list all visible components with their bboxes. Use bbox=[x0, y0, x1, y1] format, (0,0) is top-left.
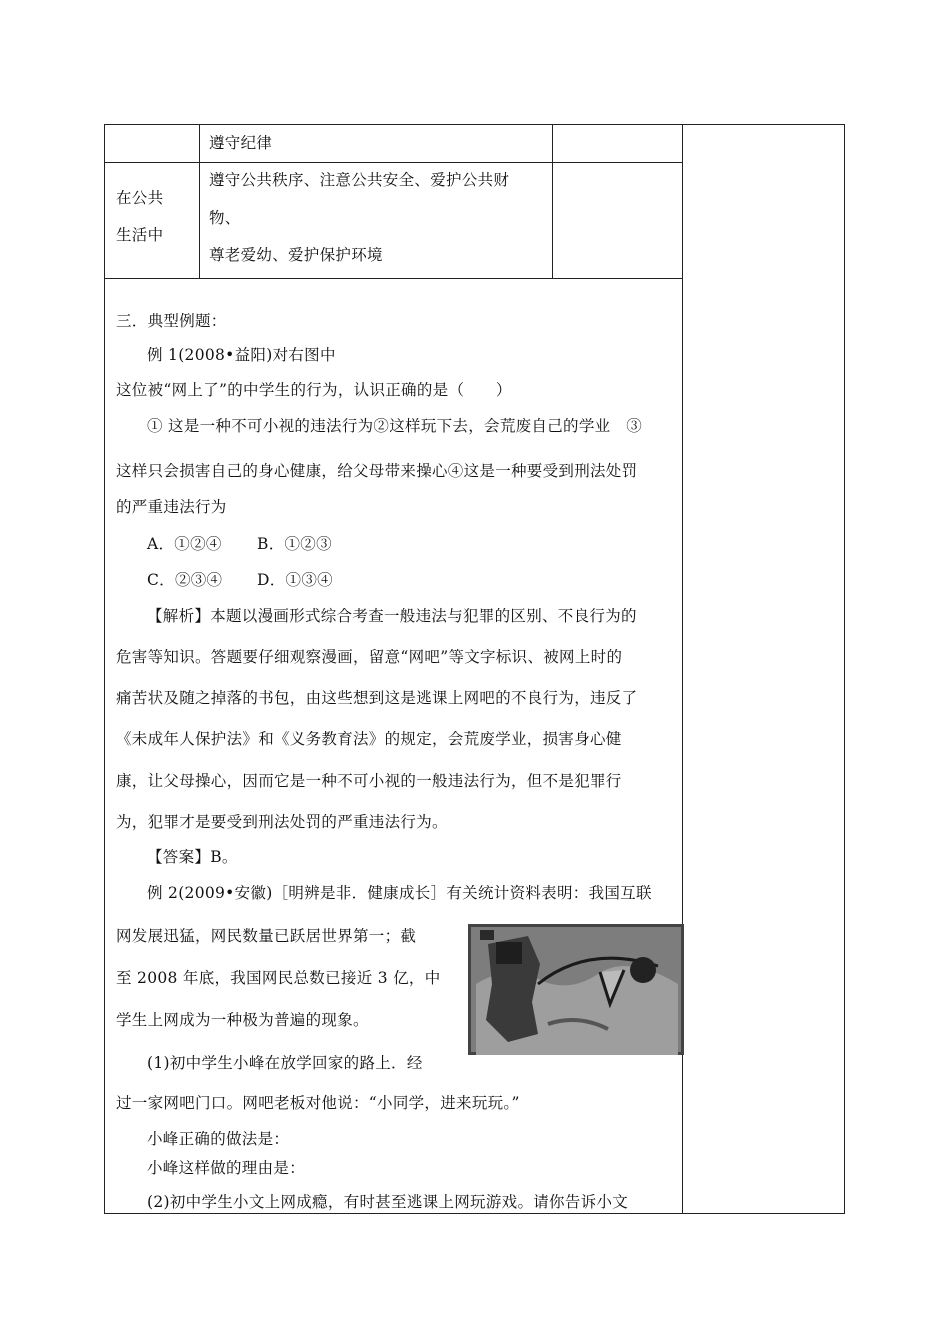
table-top-border bbox=[104, 124, 845, 125]
question-2-line: (2)初中学生小文上网成瘾，有时甚至逃课上网玩游戏。请你告诉小文 bbox=[147, 1193, 629, 1211]
cell-public-life-text-1: 遵守公共秩序、注意公共安全、爱护公共财 bbox=[209, 171, 510, 189]
analysis-line: 【解析】本题以漫画形式综合考查一般违法与犯罪的区别、不良行为的 bbox=[147, 607, 637, 625]
option-b: B．①②③ bbox=[257, 535, 332, 553]
option-d: D．①③④ bbox=[257, 571, 333, 589]
example-1-statement-line: 的严重违法行为 bbox=[116, 498, 227, 516]
table-row-divider bbox=[104, 162, 683, 163]
table-right-border bbox=[844, 124, 845, 1214]
analysis-line: 《未成年人保护法》和《义务教育法》的规定，会荒废学业，损害身心健 bbox=[116, 730, 622, 748]
example-2-line: 网发展迅猛，网民数量已跃居世界第一；截 bbox=[116, 927, 417, 945]
example-2-line: 学生上网成为一种极为普遍的现象。 bbox=[116, 1011, 369, 1029]
question-1-correct-action: 小峰正确的做法是： bbox=[147, 1130, 290, 1148]
analysis-line: 康，让父母操心，因而它是一种不可小视的一般违法行为，但不是犯罪行 bbox=[116, 772, 622, 790]
analysis-line: 痛苦状及随之掉落的书包，由这些想到这是逃课上网吧的不良行为，违反了 bbox=[116, 689, 638, 707]
cartoon-illustration bbox=[468, 924, 684, 1055]
example-1-statement-line: ① 这是一种不可小视的违法行为②这样玩下去，会荒废自己的学业 ③ bbox=[147, 417, 643, 435]
question-1-line: 过一家网吧门口。网吧老板对他说：“小同学，进来玩玩。” bbox=[116, 1094, 520, 1112]
analysis-line: 危害等知识。答题要仔细观察漫画，留意“网吧”等文字标识、被网上时的 bbox=[116, 648, 623, 666]
cell-public-life-label-1: 在公共 bbox=[116, 189, 164, 207]
question-1-reason: 小峰这样做的理由是： bbox=[147, 1159, 306, 1177]
cell-public-life-text-3: 尊老爱幼、爱护保护环境 bbox=[209, 246, 383, 264]
option-a: A．①②④ bbox=[147, 535, 222, 553]
example-1-question: 这位被“网上了”的中学生的行为，认识正确的是（ ） bbox=[116, 381, 512, 399]
table-bottom-border bbox=[104, 1213, 845, 1214]
section-heading: 三．典型例题： bbox=[116, 312, 227, 330]
example-2-line: 例 2(2009•安徽)［明辨是非．健康成长］有关统计资料表明：我国互联 bbox=[147, 884, 652, 902]
example-1-title: 例 1(2008•益阳)对右图中 bbox=[147, 346, 336, 364]
table-col-divider bbox=[199, 124, 200, 279]
option-c: C．②③④ bbox=[147, 571, 223, 589]
example-1-statement-line: 这样只会损害自己的身心健康，给父母带来操心④这是一种要受到刑法处罚 bbox=[116, 462, 638, 480]
cartoon-image bbox=[468, 924, 684, 1055]
table-col-divider bbox=[552, 124, 553, 279]
question-1-line: (1)初中学生小峰在放学回家的路上．经 bbox=[147, 1054, 423, 1072]
cell-public-life-label-2: 生活中 bbox=[116, 226, 164, 244]
table-row-divider bbox=[104, 278, 683, 279]
table-left-border bbox=[104, 124, 105, 1214]
cell-discipline: 遵守纪律 bbox=[209, 134, 273, 152]
cell-public-life-text-2: 物、 bbox=[209, 209, 241, 227]
analysis-line: 为，犯罪才是要受到刑法处罚的严重违法行为。 bbox=[116, 813, 448, 831]
answer: 【答案】B。 bbox=[147, 848, 238, 866]
example-2-line: 至 2008 年底，我国网民总数已接近 3 亿，中 bbox=[116, 969, 441, 987]
